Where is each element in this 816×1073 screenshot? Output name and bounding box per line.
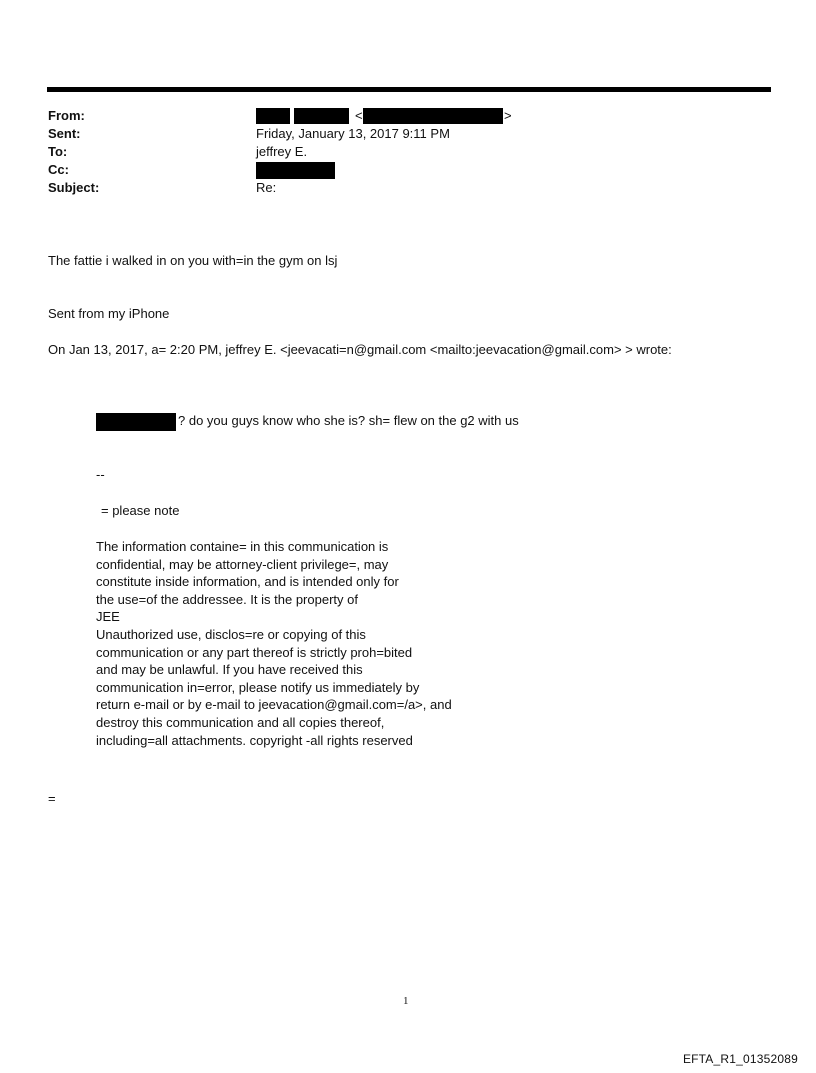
document-id: EFTA_R1_01352089 [682,1052,798,1066]
from-label: From: [48,108,85,123]
disclaimer-line: and may be unlawful. If you have received this [96,662,363,678]
disclaimer-line: The information containe= in this communication is [96,539,389,554]
disclaimer-line: communication or any part thereof is strictly proh=bited [96,644,413,660]
message-line: The fattie i walked in on you with=in the gym on lsj [48,253,338,268]
disclaimer-line: communication in=error, please notify us immediately by [96,679,420,695]
disclaimer-line: confidential, may be attorney-client privilege=, may [96,556,389,572]
to-label: To: [48,144,68,159]
redacted-from-last-name [294,108,349,124]
disclaimer-line: Unauthorized use, disclos=re or copying of this [96,626,366,642]
from-gt: > [504,108,512,123]
disclaimer-line: the use=of the addressee. It is the property of [96,591,358,607]
quote-intro: On Jan 13, 2017, a= 2:20 PM, jeffrey E. <jeevacati=n@gmail.com <mailto:jeevacation@gmail.com> > wrote: [48,342,672,357]
disclaimer-line: return e-mail or by e-mail to jeevacation@gmail.com=/a>, and [96,697,452,713]
from-lt: < [355,108,363,123]
redacted-cc [256,162,335,179]
redacted-from-first-name [256,108,290,124]
header-rule [47,87,771,92]
redacted-name [96,413,176,431]
separator-dashes: -- [96,467,105,482]
please-note: = please note [101,503,180,518]
redacted-from-email [363,108,503,124]
disclaimer-line: including=all attachments. copyright -all rights reserved [96,732,413,748]
subject-label: Subject: [48,180,100,195]
disclaimer-line: constitute inside information, and is intended only for [96,574,399,590]
sent-label: Sent: [48,126,81,141]
to-value: jeffrey E. [256,144,308,159]
question-line: ? do you guys know who she is? sh= flew on the g2 with us [178,413,519,428]
trailing-equals: = [48,791,56,806]
disclaimer-line: JEE [96,609,120,625]
page-number: 1 [403,995,409,1007]
signature-line: Sent from my iPhone [48,306,170,321]
cc-label: Cc: [48,162,69,177]
sent-value: Friday, January 13, 2017 9:11 PM [256,126,450,141]
disclaimer [96,538,452,749]
disclaimer-line: destroy this communication and all copies thereof, [96,714,385,730]
subject-value: Re: [256,180,277,195]
